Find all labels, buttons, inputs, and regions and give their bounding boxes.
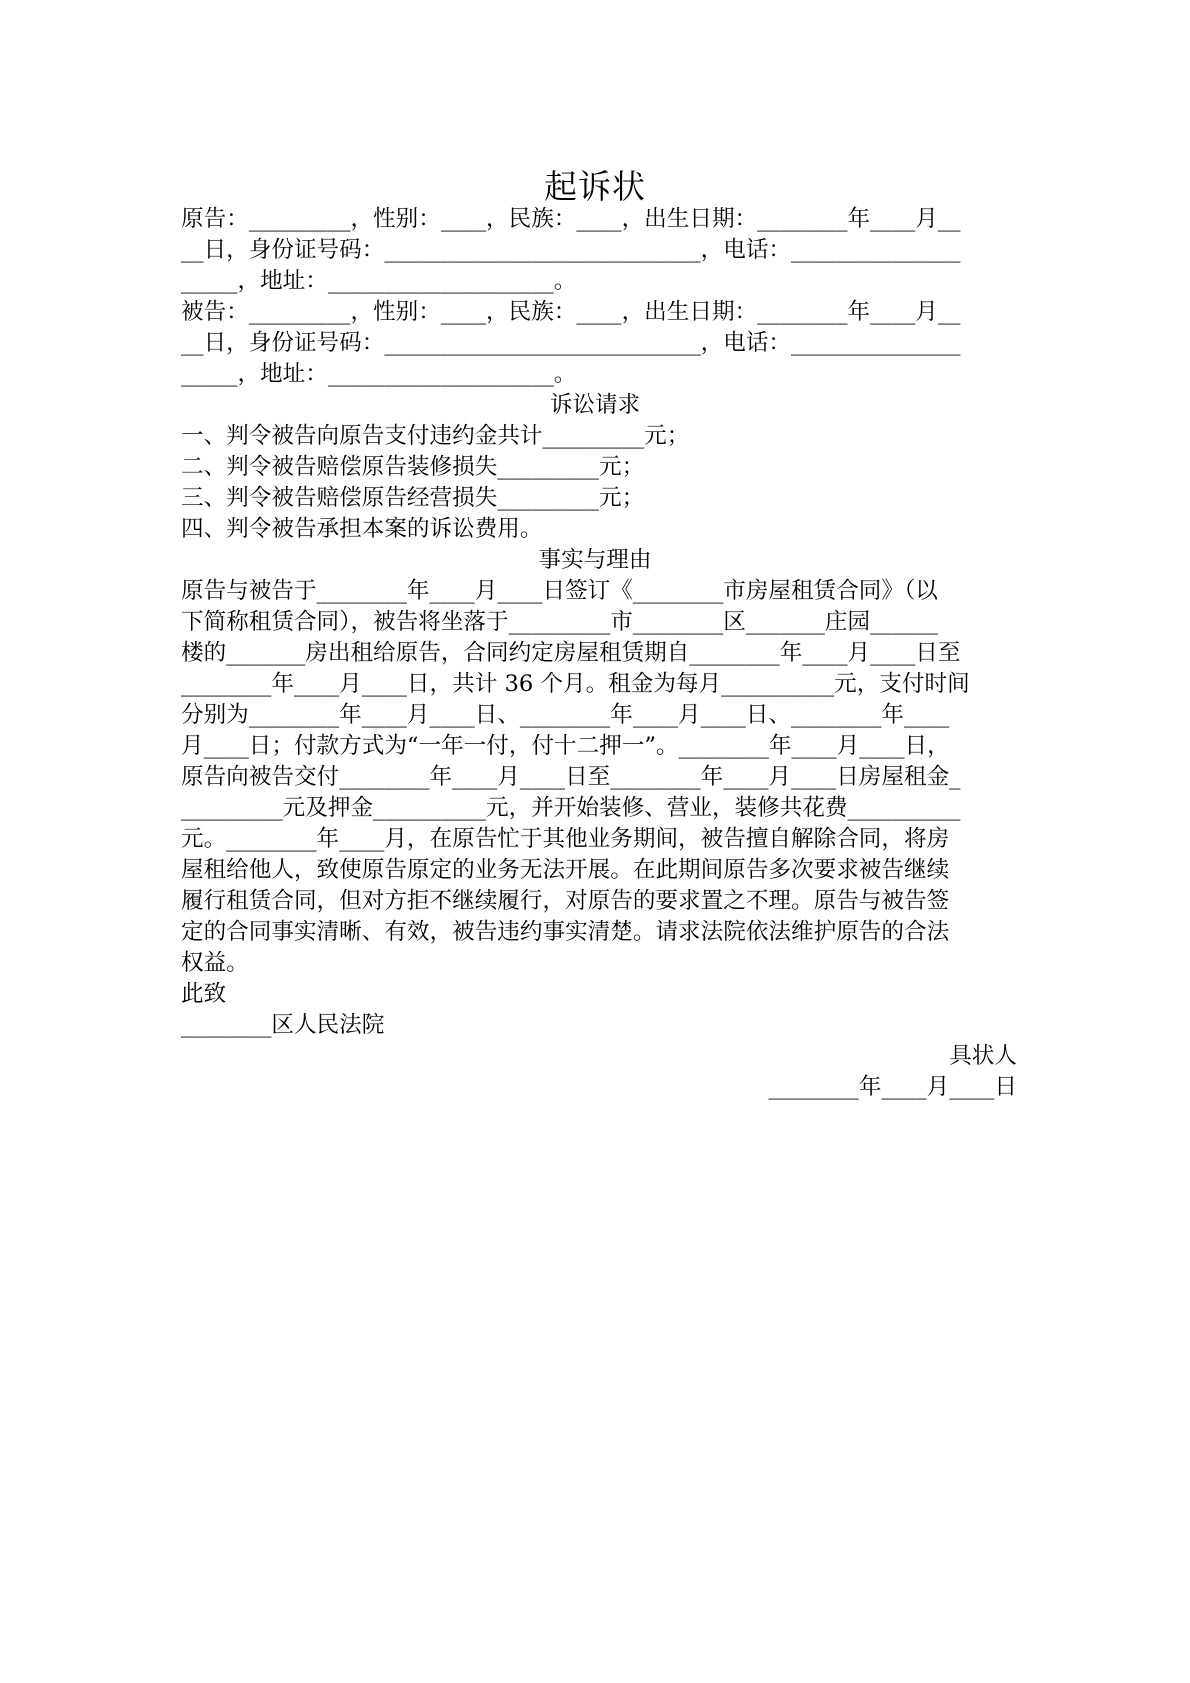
facts-line-12: 定的合同事实清晰、有效，被告违约事实清楚。请求法院依法维护原告的合法 — [181, 919, 950, 945]
facts-line-1: 原告与被告于________年____月____日签订《________市房屋租赁合同》（以 — [181, 578, 938, 604]
facts-line-7: 原告向被告交付________年____月____日至________年____月____日房屋租金_ — [181, 764, 961, 790]
claim-item-2: 二、判令被告赔偿原告装修损失_________元； — [181, 454, 645, 480]
facts-line-9: 元。________年____月，在原告忙于其他业务期间，被告擅自解除合同，将房 — [181, 826, 950, 852]
claims-heading: 诉讼请求 — [549, 392, 641, 418]
plaintiff-line-1: 原告：_________，性别：____，民族：____，出生日期：________年____月__ — [181, 206, 961, 232]
document-title: 起诉状 — [544, 167, 646, 206]
salutation: 此致 — [181, 981, 227, 1007]
facts-line-13: 权益。 — [181, 950, 249, 976]
facts-line-11: 履行租赁合同，但对方拒不继续履行，对原告的要求置之不理。原告与被告签 — [181, 888, 950, 914]
plaintiff-line-2: __日，身份证号码：____________________________，电话：_______________ — [181, 237, 961, 263]
signature-date: ________年____月____日 — [768, 1074, 1017, 1100]
claim-item-3: 三、判令被告赔偿原告经营损失_________元； — [181, 485, 645, 511]
court-name: ________区人民法院 — [181, 1012, 385, 1038]
defendant-line-2: __日，身份证号码：____________________________，电话：_______________ — [181, 330, 961, 356]
facts-line-4: ________年____月____日，共计 36 个月。租金为每月__________元，支付时间 — [181, 671, 970, 697]
facts-heading: 事实与理由 — [538, 547, 652, 573]
facts-line-10: 屋租给他人，致使原告原定的业务无法开展。在此期间原告多次要求被告继续 — [181, 857, 950, 883]
claim-item-1: 一、判令被告向原告支付违约金共计_________元； — [181, 423, 690, 449]
plaintiff-line-3: _____，地址：____________________。 — [181, 268, 577, 294]
facts-line-8: _________元及押金__________元，并开始装修、营业，装修共花费__________ — [181, 795, 961, 821]
facts-line-2: 下简称租赁合同），被告将坐落于_________市________区_______庄园______ — [181, 609, 938, 635]
facts-line-5: 分别为________年____月____日、________年____月____日、________年____ — [181, 702, 950, 728]
facts-line-6: 月____日；付款方式为“一年一付，付十二押一”。________年____月____日， — [181, 733, 950, 759]
facts-line-3: 楼的_______房出租给原告，合同约定房屋租赁期自________年____月____日至 — [181, 640, 961, 666]
defendant-line-1: 被告：_________，性别：____，民族：____，出生日期：________年____月__ — [181, 299, 961, 325]
defendant-line-3: _____，地址：____________________。 — [181, 361, 577, 387]
claim-item-4: 四、判令被告承担本案的诉讼费用。 — [181, 516, 543, 542]
signatory-label: 具状人 — [949, 1043, 1017, 1069]
